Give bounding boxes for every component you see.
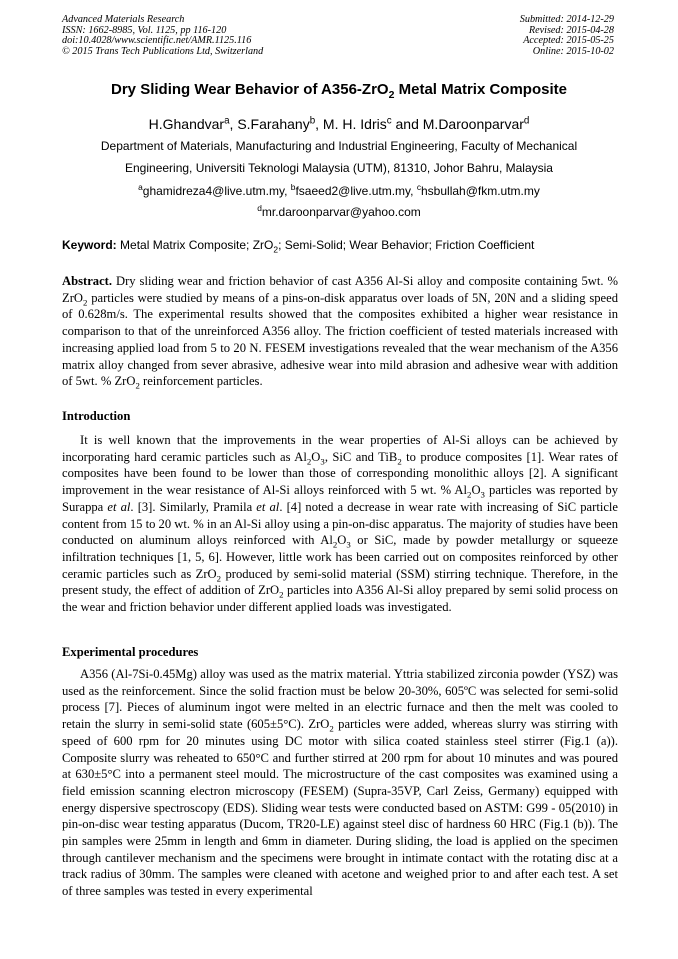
abstract (62, 273, 618, 390)
intro-sub-6: 2 (332, 539, 338, 550)
journal-name: Advanced Materials Research (62, 14, 185, 25)
exp-text-1: A356 (Al-7Si-0.45Mg) alloy was used as the matrix material. Yttria stabilized zirconia powder (YSZ) was used as the reinforcement. Since the solid fraction must be below 20-30%, 605ºC was selected for semi-solid process [7]. Pieces of aluminum ingot were melted in an electric furnace and then the melt was cooled to retain the slurry in semi-solid state (605±5°C). ZrO (62, 667, 618, 732)
intro-sub-2: 3 (320, 456, 325, 467)
keywords-text: Metal Matrix Composite; ZrO (116, 238, 274, 252)
author-3: , M. H. Idris (315, 116, 387, 132)
section-heading-introduction: Introduction (62, 409, 131, 423)
author-3-mark: c (386, 115, 392, 127)
exp-sub-1: 2 (329, 723, 334, 734)
journal-copyright: © 2015 Trans Tech Publications Ltd, Switzerland (62, 45, 264, 57)
author-2: , S.Farahany (229, 116, 310, 132)
title-text: Dry Sliding Wear Behavior of A356-ZrO (111, 81, 389, 98)
abstract-subscript-2: 2 (135, 380, 140, 391)
abstract-subscript-1: 2 (82, 297, 88, 308)
email-3[interactable]: hsbullah@fkm.utm.my (421, 184, 540, 198)
intro-sub-1: 2 (306, 456, 312, 467)
intro-sub-4: 2 (467, 489, 472, 500)
email-1[interactable]: ghamidreza4@live.utm.my, (142, 184, 291, 198)
intro-text-1: It is well known that the improvements in the wear properties of Al-Si alloys can be achieved by incorporating hard ceramic particles such as Al (62, 433, 618, 464)
title-subscript: 2 (388, 89, 395, 101)
date-submitted: Submitted: 2014-12-29 (519, 14, 614, 25)
author-list (0, 116, 678, 132)
date-accepted: Accepted: 2015-05-25 (523, 35, 614, 47)
intro-text-10: or SiC, made by powder metallurgy or squeeze infiltration techniques [1, 5, 6]. However, little work has been carried out on composites reinforced by other ceramic particles such as ZrO (62, 533, 618, 581)
intro-text-12: particles into A356 Al-Si alloy prepared by semi solid process on the wear and friction behavior under different applied loads was investigated. (62, 583, 619, 615)
journal-doi: doi:10.4028/www.scientific.net/AMR.1125.116 (62, 35, 252, 47)
keywords-text-end: ; Semi-Solid; Wear Behavior; Friction Coefficient (278, 238, 535, 252)
author-4: and M.Daroonparvar (391, 116, 524, 132)
intro-text-7: . [3]. Similarly, Pramila (130, 499, 257, 514)
experimental-paragraph (62, 666, 618, 900)
author-1-mark: a (224, 115, 230, 127)
intro-text-11: produced by semi-solid material (SSM) stirring technique. Therefore, in the present study, the effect of addition of ZrO (62, 566, 619, 598)
abstract-text-3: reinforcement particles. (139, 374, 263, 389)
introduction-paragraph (62, 432, 618, 616)
intro-sub-7: 3 (346, 539, 351, 550)
submission-dates (520, 15, 614, 57)
intro-sub-5: 3 (480, 489, 485, 500)
section-heading-experimental: Experimental procedures (62, 645, 199, 659)
intro-text-4: to produce composites [1]. Wear rates of composites have been found to be lower than those of corresponding monolithic alloys [2]. A significant improvement in the wear resistance of Al-Si alloys reinforced with 5 wt. % Al (62, 449, 618, 498)
intro-text-9: O (337, 533, 347, 548)
keywords (62, 238, 618, 255)
journal-info (62, 15, 263, 57)
author-4-mark: d (523, 115, 530, 127)
author-emails (0, 181, 678, 223)
email-1-mark: a (138, 182, 143, 192)
abstract-text-1: Dry sliding wear and friction behavior of cast A356 Al-Si alloy and composite containing 5wt. % ZrO (62, 274, 618, 305)
keywords-label: Keyword: (62, 238, 117, 252)
intro-sub-8: 2 (216, 573, 222, 584)
email-line-2 (0, 202, 678, 223)
abstract-label: Abstract. (62, 274, 113, 288)
email-2[interactable]: fsaeed2@live.utm.my, (295, 184, 417, 198)
email-3-mark: c (416, 182, 421, 192)
intro-text-8: . [4] noted a decrease in wear rate with increasing of SiC particle content from 15 to 20 wt. % in an Al-Si alloy using a pin-on-disc apparatus. The majority of studies have been conducted on aluminum alloys reinforced with Al (62, 499, 618, 548)
email-4[interactable]: mr.daroonparvar@yahoo.com (261, 205, 421, 219)
intro-text-2: O (311, 449, 321, 464)
email-line-1 (0, 181, 678, 202)
exp-text-2: particles were added, whereas slurry was stirring with speed of 600 rpm for 20 minutes using DC motor with silica coated stainless steel stirrer (Fig.1 (a)). Composite slurry was reheated to 650°C and further stirred at 200 rpm for about 10 minutes and was poured at 630±5°C into a permanent steel mould. The microstructure of the cast composites was examined using a field emission scanning electron microscopy (FESEM) (Supra-35VP, Carl Zeiss, Germany) equipped with energy dispersive spectroscopy (EDS). Sliding wear tests were conducted based on ASTM: G99 - 05(2010) in pin-on-disc wear testing apparatus (Ducom, TR20-LE) against steel disc of hardness 60 HRC (Fig.1 (b)). The pin samples were 25mm in length and 6mm in diameter. During sliding, the load is applied on the specimen through cantilever mechanism and the specimens were brought in intimate contact with the rotating disc at a track radius of 30mm. The samples were cleaned with acetone and weighed prior to and after each test. A set of three samples was tested in every experimental (62, 717, 619, 899)
intro-sub-9: 2 (279, 589, 284, 600)
email-2-mark: b (290, 182, 296, 192)
journal-issn: ISSN: 1662-8985, Vol. 1125, pp 116-120 (62, 24, 227, 36)
intro-etal-2: et al (256, 499, 280, 514)
paper-title (0, 81, 678, 101)
affiliation-line-2: Engineering, Universiti Teknologi Malaysia (UTM), 81310, Johor Bahru, Malaysia (125, 161, 553, 175)
title-text-end: Metal Matrix Composite (394, 81, 567, 98)
intro-sub-3: 2 (397, 456, 402, 467)
date-online: Online: 2015-10-02 (532, 45, 614, 57)
affiliation-line-1: Department of Materials, Manufacturing and Industrial Engineering, Faculty of Mechanical (100, 139, 578, 153)
intro-text-6: particles was reported by Surappa (62, 483, 619, 514)
intro-text-3: , SiC and TiB (324, 449, 398, 464)
keywords-subscript: 2 (273, 244, 279, 255)
author-2-mark: b (309, 115, 316, 127)
intro-etal-1: et al (107, 499, 131, 514)
abstract-text-2: particles were studied by means of a pins-on-disk apparatus over loads of 5N, 20N and a sliding speed of 0.628m/s. The experimental results showed that the composites exhibited a higher wear resistance in comparison to that of the unreinforced A356 alloy. The friction coefficient of tested materials increased with increasing applied load from 5 to 20 N. FESEM investigations revealed that the wear mechanism of the A356 matrix alloy changed from sever abrasive, adhesive wear into mild abrasion and adhesive wear with addition of 5wt. % ZrO (62, 290, 618, 389)
intro-text-5: O (471, 483, 481, 498)
introduction-body (62, 432, 618, 616)
author-1: H.Ghandvar (148, 116, 225, 132)
experimental-body (62, 666, 618, 900)
email-4-mark: d (257, 203, 262, 213)
date-revised: Revised: 2015-04-28 (528, 24, 614, 36)
